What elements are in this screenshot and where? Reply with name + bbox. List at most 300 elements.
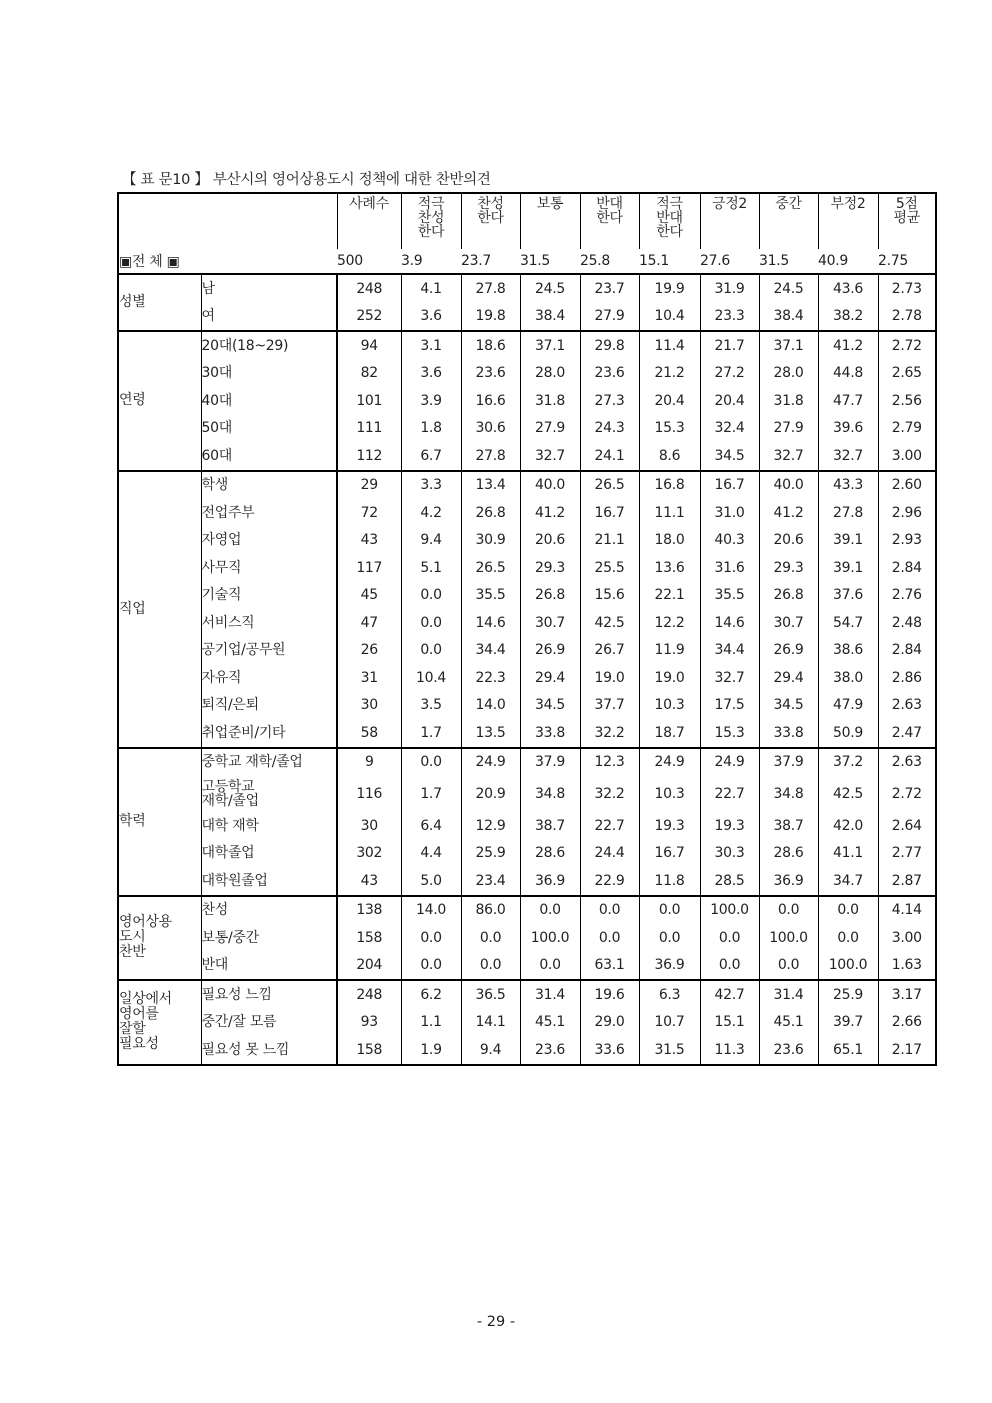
- row-value: 24.4: [580, 840, 639, 868]
- row-value: 14.0: [461, 692, 520, 720]
- col-header: 중간: [759, 193, 818, 249]
- row-label: 반대: [201, 957, 228, 974]
- row-label: 중간/잘 모름: [201, 1014, 277, 1031]
- total-value: 27.6: [700, 253, 730, 269]
- row-value: 37.7: [580, 692, 639, 720]
- row-value: 24.9: [461, 748, 520, 777]
- row-value: 20.6: [759, 527, 818, 555]
- row-value: 9.4: [401, 527, 461, 555]
- row-value: 22.9: [580, 867, 639, 896]
- row-value: 0.0: [700, 924, 759, 952]
- total-value: 31.5: [520, 253, 550, 269]
- row-value: 2.66: [878, 1009, 936, 1037]
- row-value: 32.7: [818, 442, 878, 471]
- row-value: 28.0: [520, 360, 580, 388]
- table-row: [118, 952, 936, 981]
- row-value: 30: [337, 692, 401, 720]
- row-value: 30.7: [759, 609, 818, 637]
- row-value: 100.0: [818, 952, 878, 981]
- row-value: 38.7: [759, 812, 818, 840]
- row-label: 학생: [201, 471, 337, 500]
- row-value: 30.6: [461, 415, 520, 443]
- table-row: [118, 554, 936, 582]
- row-value: 40.0: [520, 471, 580, 500]
- row-value: 23.4: [461, 867, 520, 896]
- col-header: 5점 평균: [878, 193, 936, 249]
- row-label: 보통/중간: [201, 929, 259, 946]
- row-value: 32.7: [700, 664, 759, 692]
- row-value: 11.9: [639, 637, 700, 665]
- row-value: 6.7: [401, 442, 461, 471]
- row-value: 26.9: [759, 637, 818, 665]
- row-value: 24.3: [580, 415, 639, 443]
- row-value: 0.0: [700, 952, 759, 981]
- row-value: 2.63: [878, 748, 936, 777]
- row-value: 1.63: [878, 952, 936, 981]
- row-value: 24.1: [580, 442, 639, 471]
- row-value: 13.4: [461, 471, 520, 500]
- row-value: 100.0: [520, 924, 580, 952]
- row-value: 37.6: [818, 582, 878, 610]
- row-value: 31.0: [700, 499, 759, 527]
- table-row: [118, 1036, 936, 1065]
- row-value: 15.3: [700, 719, 759, 748]
- row-value: 2.48: [878, 609, 936, 637]
- row-value: 14.0: [401, 896, 461, 925]
- row-value: 19.3: [639, 812, 700, 840]
- row-value: 26.8: [461, 499, 520, 527]
- row-value: 42.5: [818, 776, 878, 812]
- row-value: 36.9: [759, 867, 818, 896]
- row-value: 94: [337, 331, 401, 360]
- row-value: 20.4: [700, 387, 759, 415]
- col-header: 반대 한다: [580, 193, 639, 249]
- table-row: [118, 719, 936, 748]
- row-value: 34.4: [700, 637, 759, 665]
- row-value: 116: [337, 776, 401, 812]
- row-value: 16.8: [639, 471, 700, 500]
- row-value: 28.6: [520, 840, 580, 868]
- row-value: 111: [337, 415, 401, 443]
- row-value: 22.1: [639, 582, 700, 610]
- row-value: 18.7: [639, 719, 700, 748]
- row-value: 0.0: [520, 952, 580, 981]
- row-value: 0.0: [401, 952, 461, 981]
- total-value: 3.9: [401, 253, 423, 269]
- row-value: 4.4: [401, 840, 461, 868]
- table-row: [118, 274, 936, 303]
- row-value: 11.1: [639, 499, 700, 527]
- row-value: 43.3: [818, 471, 878, 500]
- row-value: 40.0: [759, 471, 818, 500]
- row-value: 24.5: [520, 274, 580, 303]
- page-number: - 29 -: [476, 1314, 516, 1330]
- table-row: [118, 776, 936, 812]
- row-value: 26.7: [580, 637, 639, 665]
- row-value: 38.4: [520, 303, 580, 332]
- row-value: 29.4: [759, 664, 818, 692]
- row-value: 248: [337, 980, 401, 1009]
- row-value: 33.6: [580, 1036, 639, 1065]
- row-value: 33.8: [520, 719, 580, 748]
- row-label: 서비스직: [201, 614, 255, 631]
- row-value: 63.1: [580, 952, 639, 981]
- row-value: 42.7: [700, 980, 759, 1009]
- table-row: [118, 637, 936, 665]
- row-value: 32.4: [700, 415, 759, 443]
- row-value: 28.5: [700, 867, 759, 896]
- row-value: 252: [337, 303, 401, 332]
- total-value: 500: [337, 253, 363, 269]
- table-caption: 【 표 문10 】 부산시의 영어상용도시 정책에 대한 찬반의견: [122, 172, 491, 188]
- row-value: 3.3: [401, 471, 461, 500]
- row-value: 19.6: [580, 980, 639, 1009]
- row-value: 22.7: [700, 776, 759, 812]
- row-value: 45.1: [520, 1009, 580, 1037]
- group-label: 학력: [118, 748, 201, 896]
- row-value: 8.6: [639, 442, 700, 471]
- row-label: 필요성 느낌: [201, 980, 337, 1009]
- row-value: 5.1: [401, 554, 461, 582]
- row-value: 2.47: [878, 719, 936, 748]
- row-value: 31.5: [639, 1036, 700, 1065]
- row-value: 31.4: [759, 980, 818, 1009]
- row-value: 31.9: [700, 274, 759, 303]
- row-value: 2.17: [878, 1036, 936, 1065]
- row-value: 31.4: [520, 980, 580, 1009]
- row-value: 30.3: [700, 840, 759, 868]
- row-value: 72: [337, 499, 401, 527]
- row-value: 100.0: [700, 896, 759, 925]
- row-value: 101: [337, 387, 401, 415]
- row-value: 45: [337, 582, 401, 610]
- row-value: 16.7: [639, 840, 700, 868]
- row-value: 10.7: [639, 1009, 700, 1037]
- table-header: [118, 193, 936, 274]
- row-value: 47: [337, 609, 401, 637]
- survey-table: [117, 192, 937, 1066]
- row-value: 0.0: [818, 896, 878, 925]
- row-value: 11.4: [639, 331, 700, 360]
- group-section: [118, 896, 936, 981]
- row-value: 38.0: [818, 664, 878, 692]
- row-value: 24.9: [639, 748, 700, 777]
- row-label: 고등학교 재학/졸업: [201, 779, 259, 809]
- row-value: 117: [337, 554, 401, 582]
- row-value: 37.1: [759, 331, 818, 360]
- row-value: 25.9: [461, 840, 520, 868]
- row-value: 54.7: [818, 609, 878, 637]
- row-value: 19.3: [700, 812, 759, 840]
- row-value: 2.76: [878, 582, 936, 610]
- row-value: 24.5: [759, 274, 818, 303]
- row-value: 41.1: [818, 840, 878, 868]
- row-value: 2.63: [878, 692, 936, 720]
- group-label: 직업: [118, 471, 201, 748]
- row-value: 31.8: [520, 387, 580, 415]
- row-label: 필요성 못 느낌: [201, 1041, 290, 1058]
- row-value: 26.9: [520, 637, 580, 665]
- row-value: 36.9: [520, 867, 580, 896]
- row-value: 302: [337, 840, 401, 868]
- row-value: 34.5: [520, 692, 580, 720]
- row-value: 34.4: [461, 637, 520, 665]
- row-value: 3.6: [401, 360, 461, 388]
- row-value: 12.3: [580, 748, 639, 777]
- row-value: 18.0: [639, 527, 700, 555]
- row-value: 30: [337, 812, 401, 840]
- col-header: 적극 반대 한다: [639, 193, 700, 249]
- row-label: 남: [201, 274, 337, 303]
- row-value: 3.00: [878, 442, 936, 471]
- row-value: 2.73: [878, 274, 936, 303]
- row-value: 3.1: [401, 331, 461, 360]
- row-value: 10.3: [639, 776, 700, 812]
- row-value: 29.3: [759, 554, 818, 582]
- table-row: [118, 415, 936, 443]
- row-value: 29.0: [580, 1009, 639, 1037]
- row-value: 39.7: [818, 1009, 878, 1037]
- row-value: 138: [337, 896, 401, 925]
- row-value: 32.2: [580, 719, 639, 748]
- table-row: [118, 867, 936, 896]
- row-value: 26: [337, 637, 401, 665]
- row-value: 0.0: [461, 952, 520, 981]
- row-value: 0.0: [401, 924, 461, 952]
- row-value: 23.6: [520, 1036, 580, 1065]
- row-value: 50.9: [818, 719, 878, 748]
- row-value: 204: [337, 952, 401, 981]
- total-label: ▣전 체 ▣: [119, 254, 180, 270]
- row-value: 2.86: [878, 664, 936, 692]
- row-label: 대학원졸업: [201, 872, 268, 889]
- row-label: 50대: [201, 420, 232, 437]
- row-value: 65.1: [818, 1036, 878, 1065]
- row-value: 21.2: [639, 360, 700, 388]
- row-value: 26.5: [580, 471, 639, 500]
- col-header: 부정2: [818, 193, 878, 249]
- col-header: 보통: [520, 193, 580, 249]
- row-value: 23.6: [580, 360, 639, 388]
- row-value: 23.6: [759, 1036, 818, 1065]
- row-value: 0.0: [461, 924, 520, 952]
- row-value: 43.6: [818, 274, 878, 303]
- row-value: 0.0: [639, 924, 700, 952]
- row-label: 60대: [201, 447, 232, 464]
- row-value: 40.3: [700, 527, 759, 555]
- total-value: 2.75: [878, 253, 908, 269]
- row-value: 29: [337, 471, 401, 500]
- row-value: 23.6: [461, 360, 520, 388]
- row-value: 32.7: [520, 442, 580, 471]
- row-value: 10.4: [401, 664, 461, 692]
- row-value: 12.9: [461, 812, 520, 840]
- row-value: 27.8: [818, 499, 878, 527]
- row-label: 30대: [201, 365, 232, 382]
- row-value: 9: [337, 748, 401, 777]
- row-value: 2.78: [878, 303, 936, 332]
- table-row: [118, 609, 936, 637]
- row-value: 15.1: [700, 1009, 759, 1037]
- row-value: 37.9: [520, 748, 580, 777]
- total-value: 40.9: [818, 253, 848, 269]
- row-value: 41.2: [759, 499, 818, 527]
- group-section: [118, 471, 936, 748]
- table-row: [118, 748, 936, 777]
- row-value: 28.6: [759, 840, 818, 868]
- row-value: 1.7: [401, 776, 461, 812]
- row-value: 35.5: [700, 582, 759, 610]
- row-label: 기술직: [201, 587, 242, 604]
- row-value: 22.7: [580, 812, 639, 840]
- total-row: [118, 249, 936, 274]
- row-value: 38.7: [520, 812, 580, 840]
- row-value: 42.5: [580, 609, 639, 637]
- row-value: 31: [337, 664, 401, 692]
- row-value: 16.7: [700, 471, 759, 500]
- row-value: 9.4: [461, 1036, 520, 1065]
- row-value: 1.7: [401, 719, 461, 748]
- table-row: [118, 812, 936, 840]
- row-value: 112: [337, 442, 401, 471]
- row-value: 21.7: [700, 331, 759, 360]
- table-row: [118, 442, 936, 471]
- row-value: 38.4: [759, 303, 818, 332]
- row-value: 1.8: [401, 415, 461, 443]
- row-value: 18.6: [461, 331, 520, 360]
- row-value: 30.9: [461, 527, 520, 555]
- row-value: 23.7: [580, 274, 639, 303]
- row-label: 전업주부: [201, 504, 255, 521]
- row-value: 25.9: [818, 980, 878, 1009]
- row-value: 11.3: [700, 1036, 759, 1065]
- row-value: 20.9: [461, 776, 520, 812]
- row-label: 사무직: [201, 559, 242, 576]
- row-value: 2.93: [878, 527, 936, 555]
- row-value: 27.2: [700, 360, 759, 388]
- row-label: 공기업/공무원: [201, 642, 286, 659]
- row-label: 대학 재학: [201, 817, 259, 834]
- row-label: 20대(18~29): [201, 331, 337, 360]
- total-value: 25.8: [580, 253, 610, 269]
- row-value: 24.9: [700, 748, 759, 777]
- row-value: 45.1: [759, 1009, 818, 1037]
- table-row: [118, 360, 936, 388]
- col-header: 사례수: [337, 193, 401, 249]
- header-row: [118, 193, 936, 249]
- row-label: 찬성: [201, 896, 337, 925]
- row-value: 31.6: [700, 554, 759, 582]
- row-value: 86.0: [461, 896, 520, 925]
- group-label: 연령: [118, 331, 201, 471]
- row-value: 17.5: [700, 692, 759, 720]
- row-value: 2.56: [878, 387, 936, 415]
- row-value: 19.9: [639, 274, 700, 303]
- row-value: 34.5: [700, 442, 759, 471]
- row-value: 36.5: [461, 980, 520, 1009]
- row-value: 1.9: [401, 1036, 461, 1065]
- table-row: [118, 387, 936, 415]
- col-header: 적극 찬성 한다: [401, 193, 461, 249]
- row-value: 35.5: [461, 582, 520, 610]
- row-value: 0.0: [759, 952, 818, 981]
- row-value: 0.0: [580, 896, 639, 925]
- row-value: 26.8: [520, 582, 580, 610]
- row-value: 37.2: [818, 748, 878, 777]
- header-label-cell: [118, 193, 337, 249]
- row-value: 19.8: [461, 303, 520, 332]
- row-label: 퇴직/은퇴: [201, 697, 259, 714]
- row-value: 82: [337, 360, 401, 388]
- row-value: 20.6: [520, 527, 580, 555]
- table-row: [118, 303, 936, 332]
- table-row: [118, 840, 936, 868]
- total-value: 23.7: [461, 253, 491, 269]
- row-value: 2.65: [878, 360, 936, 388]
- table-row: [118, 1009, 936, 1037]
- row-value: 19.0: [639, 664, 700, 692]
- row-value: 12.2: [639, 609, 700, 637]
- row-value: 43: [337, 867, 401, 896]
- row-value: 100.0: [759, 924, 818, 952]
- row-value: 0.0: [401, 748, 461, 777]
- row-value: 0.0: [520, 896, 580, 925]
- row-value: 5.0: [401, 867, 461, 896]
- row-value: 28.0: [759, 360, 818, 388]
- row-value: 30.7: [520, 609, 580, 637]
- row-value: 2.84: [878, 637, 936, 665]
- row-value: 93: [337, 1009, 401, 1037]
- row-value: 34.5: [759, 692, 818, 720]
- row-value: 16.6: [461, 387, 520, 415]
- row-value: 58: [337, 719, 401, 748]
- row-value: 0.0: [759, 896, 818, 925]
- row-value: 15.3: [639, 415, 700, 443]
- row-value: 3.5: [401, 692, 461, 720]
- row-value: 4.14: [878, 896, 936, 925]
- group-section: [118, 274, 936, 331]
- table-row: [118, 924, 936, 952]
- group-label: 일상에서 영어를 잘할 필요성: [118, 980, 201, 1065]
- table-row: [118, 692, 936, 720]
- row-value: 0.0: [401, 637, 461, 665]
- row-label: 중학교 재학/졸업: [201, 748, 337, 777]
- row-value: 36.9: [639, 952, 700, 981]
- row-label: 대학졸업: [201, 845, 255, 862]
- row-value: 2.77: [878, 840, 936, 868]
- table-row: [118, 664, 936, 692]
- row-value: 0.0: [401, 609, 461, 637]
- row-value: 3.00: [878, 924, 936, 952]
- table-row: [118, 896, 936, 925]
- row-value: 37.1: [520, 331, 580, 360]
- total-value: 15.1: [639, 253, 669, 269]
- row-value: 23.3: [700, 303, 759, 332]
- group-label: 영어상용 도시 찬반: [118, 896, 201, 981]
- row-value: 13.5: [461, 719, 520, 748]
- row-value: 6.4: [401, 812, 461, 840]
- row-value: 0.0: [639, 896, 700, 925]
- row-value: 2.64: [878, 812, 936, 840]
- row-value: 38.6: [818, 637, 878, 665]
- row-value: 44.8: [818, 360, 878, 388]
- group-section: [118, 331, 936, 471]
- row-value: 41.2: [520, 499, 580, 527]
- row-value: 6.3: [639, 980, 700, 1009]
- row-value: 14.6: [461, 609, 520, 637]
- col-header: 찬성 한다: [461, 193, 520, 249]
- row-value: 25.5: [580, 554, 639, 582]
